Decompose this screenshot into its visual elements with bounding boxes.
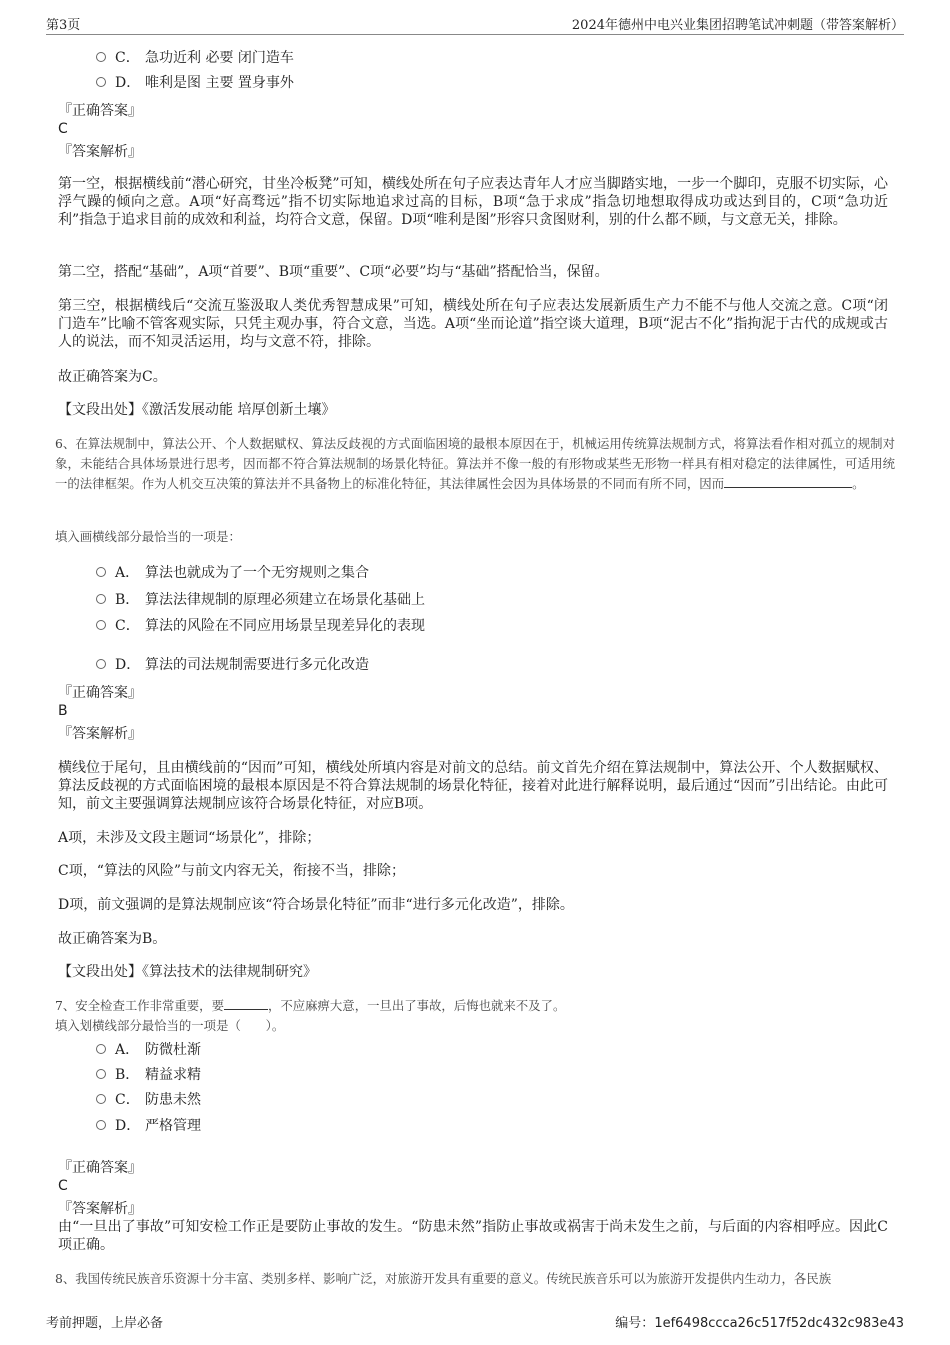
radio-icon[interactable] xyxy=(96,620,106,630)
radio-icon[interactable] xyxy=(96,77,106,87)
q5-option-c[interactable]: C． 急功近利 必要 闭门造车 xyxy=(96,48,294,68)
q5-answer: C xyxy=(58,121,68,137)
radio-icon[interactable] xyxy=(96,1120,106,1130)
q5-analysis-paragraph: 第二空，搭配“基础”，A项“首要”、B项“重要”、C项“必要”均与“基础”搭配恰当，保留。 xyxy=(58,264,609,280)
q7-prompt: 填入划横线部分最恰当的一项是（ ）。 xyxy=(55,1018,285,1033)
page-header xyxy=(46,14,904,35)
q6-analysis-paragraph: D项，前文强调的是算法规制应该“符合场景化特征”而非“进行多元化改造”，排除。 xyxy=(58,897,574,913)
q7-stem: 7、安全检查工作非常重要，要 ，不应麻痹大意，一旦出了事故，后悔也就来不及了。 xyxy=(55,998,566,1013)
radio-icon[interactable] xyxy=(96,567,106,577)
q5-source: 【文段出处】《激活发展动能 培厚创新土壤》 xyxy=(58,402,336,418)
q7-analysis: 由“一旦出了事故”可知安检工作正是要防止事故的发生。“防患未然”指防止事故或祸害于尚未发生之前，与后面的内容相呼应。因此C项正确。 xyxy=(58,1219,888,1253)
document-code: 编号：1ef6498ccca26c517f52dc432c983e43 xyxy=(615,1316,904,1331)
q8-stem: 8、我国传统民族音乐资源十分丰富、类别多样、影响广泛，对旅游开发具有重要的意义。传统民族音乐可以为旅游开发提供内生动力，各民族 xyxy=(55,1271,832,1286)
q6-prompt: 填入画横线部分最恰当的一项是： xyxy=(55,529,241,544)
footer-slogan: 考前押题，上岸必备 xyxy=(46,1316,164,1331)
q6-option-d[interactable]: D． 算法的司法规制需要进行多元化改造 xyxy=(96,655,369,675)
q6-option-c[interactable]: C． 算法的风险在不同应用场景呈现差异化的表现 xyxy=(96,616,425,636)
q6-analysis-paragraph: 横线位于尾句，且由横线前的“因而”可知，横线处所填内容是对前文的总结。前文首先介绍在算法规制中，算法公开、个人数据赋权、算法反歧视的方式面临困境的最根本原因是不符合算法规制的场景化特征，接着对此进行解释说明，最后通过“因而”引出结论。由此可知，前文主要强调算法规制应该符合场景化特征，对应B项。 xyxy=(58,760,888,812)
q6-answer: B xyxy=(58,703,68,719)
q6-stem: 6、在算法规制中，算法公开、个人数据赋权、算法反歧视的方式面临困境的最根本原因在于，机械运用传统算法规制方式，将算法看作相对孤立的规制对象，未能结合具体场景进行思考，因而都不符合算法规制的场景化特征。算法并不像一般的有形物或某些无形物一样具有相对稳定的法律属性，可适用统一的法律框架。作为人机交互决策的算法并不具备物上的标准化特征，其法律属性会因为具体场景的不同而有所不同，因而 。 xyxy=(55,436,895,491)
q5-analysis-paragraph: 第一空，根据横线前“潜心研究，甘坐冷板凳”可知，横线处所在句子应表达青年人才应当脚踏实地，一步一个脚印，克服不切实际，心浮气躁的倾向之意。A项“好高骛远”指不切实际地追求过高的目标，B项“急于求成”指急切地想取得成功或达到目的，C项“急功近利”指急于追求目前的成效和利益，均符合文意，保留。D项“唯利是图”形容只贪图财利，别的什么都不顾，与文意无关，排除。 xyxy=(58,176,888,228)
q6-analysis-paragraph: A项，未涉及文段主题词“场景化”，排除； xyxy=(58,830,321,846)
q6-analysis-label: 『答案解析』 xyxy=(58,726,142,742)
q6-analysis-paragraph: C项，“算法的风险”与前文内容无关，衔接不当，排除； xyxy=(58,863,406,879)
q6-answer-label: 『正确答案』 xyxy=(58,685,142,701)
page-number: 第3页 xyxy=(46,18,81,33)
q5-answer-label: 『正确答案』 xyxy=(58,103,142,119)
radio-icon[interactable] xyxy=(96,659,106,669)
q7-option-a[interactable]: A． 防微杜渐 xyxy=(96,1040,201,1060)
radio-icon[interactable] xyxy=(96,52,106,62)
radio-icon[interactable] xyxy=(96,1044,106,1054)
q7-analysis-label: 『答案解析』 xyxy=(58,1201,142,1217)
q6-conclusion: 故正确答案为B。 xyxy=(58,931,167,947)
radio-icon[interactable] xyxy=(96,1094,106,1104)
q7-answer-label: 『正确答案』 xyxy=(58,1160,142,1176)
q7-answer: C xyxy=(58,1178,68,1194)
q5-analysis-label: 『答案解析』 xyxy=(58,144,142,160)
q6-option-b[interactable]: B． 算法法律规制的原理必须建立在场景化基础上 xyxy=(96,590,425,610)
radio-icon[interactable] xyxy=(96,594,106,604)
q7-option-c[interactable]: C． 防患未然 xyxy=(96,1090,201,1110)
answer-blank xyxy=(724,475,852,488)
answer-blank xyxy=(224,997,268,1010)
q7-option-b[interactable]: B． 精益求精 xyxy=(96,1065,201,1085)
q7-option-d[interactable]: D． 严格管理 xyxy=(96,1116,201,1136)
document-title: 2024年德州中电兴业集团招聘笔试冲刺题（带答案解析） xyxy=(571,18,904,33)
q6-option-a[interactable]: A． 算法也就成为了一个无穷规则之集合 xyxy=(96,563,369,583)
q6-source: 【文段出处】《算法技术的法律规制研究》 xyxy=(58,964,317,980)
q5-conclusion: 故正确答案为C。 xyxy=(58,369,167,385)
radio-icon[interactable] xyxy=(96,1069,106,1079)
q5-option-d[interactable]: D． 唯利是图 主要 置身事外 xyxy=(96,73,294,93)
q5-analysis-paragraph: 第三空，根据横线后“交流互鉴汲取人类优秀智慧成果”可知，横线处所在句子应表达发展新质生产力不能不与他人交流之意。C项“闭门造车”比喻不管客观实际，只凭主观办事，符合文意，当选。A项“坐而论道”指空谈大道理，B项“泥古不化”指拘泥于古代的成规或古人的说法，而不知灵活运用，均与文意不符，排除。 xyxy=(58,298,888,350)
